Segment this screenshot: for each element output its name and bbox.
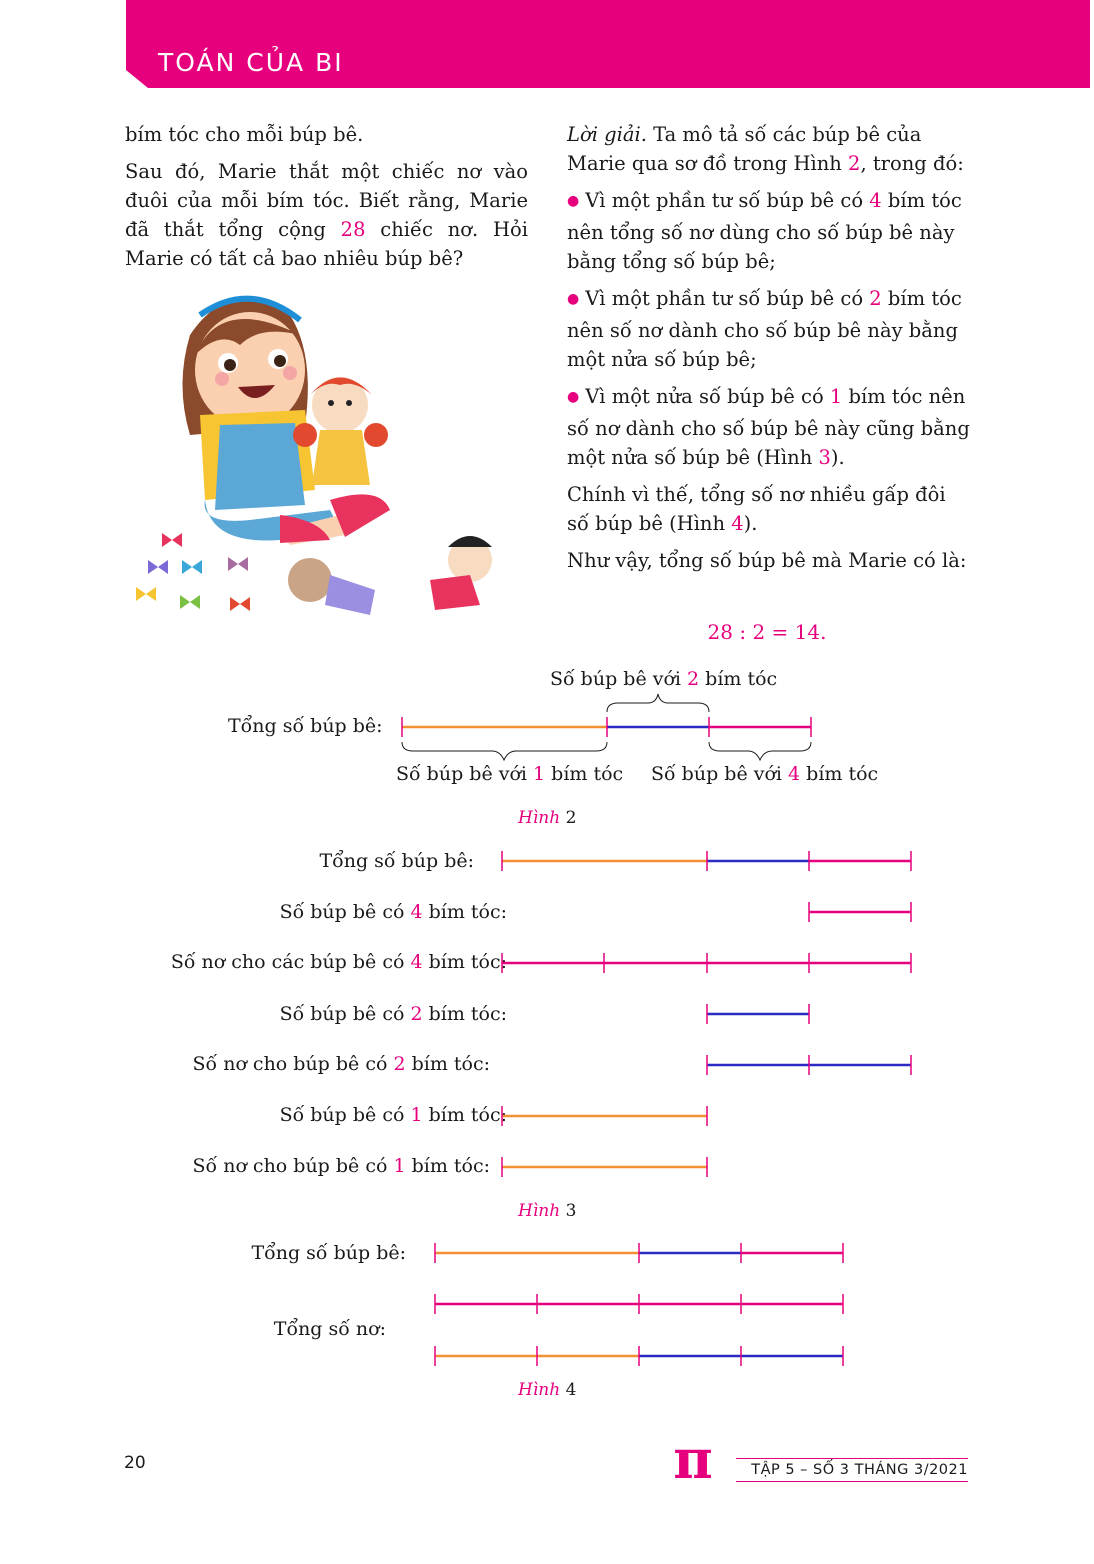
fig3-row-bows-2: Số nơ cho búp bê có 2 bím tóc: [192, 1053, 490, 1075]
fig4-bars [435, 1243, 843, 1366]
svg-text:π: π [673, 1434, 713, 1490]
issue-info: TẬP 5 – SỐ 3 THÁNG 3/2021 [736, 1458, 968, 1478]
fig2-top-brace [607, 694, 709, 712]
solution-intro: Lời giải. Ta mô tả số các búp bê của Marie qua sơ đồ trong Hình 2, trong đó: [567, 123, 964, 175]
fig2-top-label: Số búp bê với 2 bím tóc [550, 668, 778, 690]
bullet-item: ● Vì một phần tư số búp bê có 2 bím tóc nên số nơ dành cho số búp bê này bằng một nửa số búp bê; [567, 287, 962, 371]
fig4-row-dolls: Tổng số búp bê: [251, 1242, 406, 1264]
bullet-icon: ● [567, 389, 580, 405]
fig3-row-bows-1: Số nơ cho búp bê có 1 bím tóc: [192, 1155, 490, 1177]
bullet-icon: ● [567, 291, 580, 307]
fig2-bottom-right-label: Số búp bê với 4 bím tóc [651, 763, 879, 785]
fig4-caption: Hình 4 [518, 1380, 577, 1400]
bullet-item: ● Vì một nửa số búp bê có 1 bím tóc nên số nơ dành cho số búp bê này cũng bằng một nửa số búp bê (Hình 3). [567, 385, 970, 469]
fig4-row-bows: Tổng số nơ: [273, 1318, 386, 1340]
fig3-row-dolls-1: Số búp bê có 1 bím tóc: [279, 1104, 507, 1126]
final-paragraph: Như vậy, tổng số búp bê mà Marie có là: [567, 549, 967, 572]
bullet-item: ● Vì một phần tư số búp bê có 4 bím tóc nên tổng số nơ dùng cho số búp bê này bằng tổng số búp bê; [567, 189, 962, 273]
bullet-icon: ● [567, 193, 580, 209]
fig3-row-bows-4: Số nơ cho các búp bê có 4 bím tóc: [170, 951, 507, 973]
pi-logo-icon [668, 1434, 718, 1490]
fig2-bottom-left-label: Số búp bê với 1 bím tóc [396, 763, 624, 785]
page-number: 20 [124, 1453, 146, 1473]
fig3-bars [502, 851, 911, 1177]
equation: 28 : 2 = 14. [707, 620, 827, 644]
fig3-row-dolls-2: Số búp bê có 2 bím tóc: [279, 1003, 507, 1025]
conclusion-paragraph: Chính vì thế, tổng số nơ nhiều gấp đôi số búp bê (Hình 4). [567, 483, 946, 535]
fig2-bottom-left-brace [402, 742, 607, 760]
fig2-bar [402, 717, 811, 737]
fig3-row-dolls-4: Số búp bê có 4 bím tóc: [279, 901, 507, 923]
fig2-row-label: Tổng số búp bê: [228, 715, 383, 737]
paragraph: bím tóc cho mỗi búp bê. [125, 123, 364, 146]
fig2-caption: Hình 2 [518, 808, 577, 828]
fig3-caption: Hình 3 [518, 1201, 577, 1221]
problem-paragraph: Sau đó, Marie thắt một chiếc nơ vào đuôi của mỗi bím tóc. Biết rằng, Marie đã thắt tổng cộng 28 chiếc nơ. Hỏi Marie có tất cả bao nhiêu búp bê? [125, 160, 528, 270]
section-title: TOÁN CỦA BI [158, 48, 344, 77]
fig3-row-total: Tổng số búp bê: [319, 850, 474, 872]
fig2-bottom-right-brace [709, 742, 811, 760]
